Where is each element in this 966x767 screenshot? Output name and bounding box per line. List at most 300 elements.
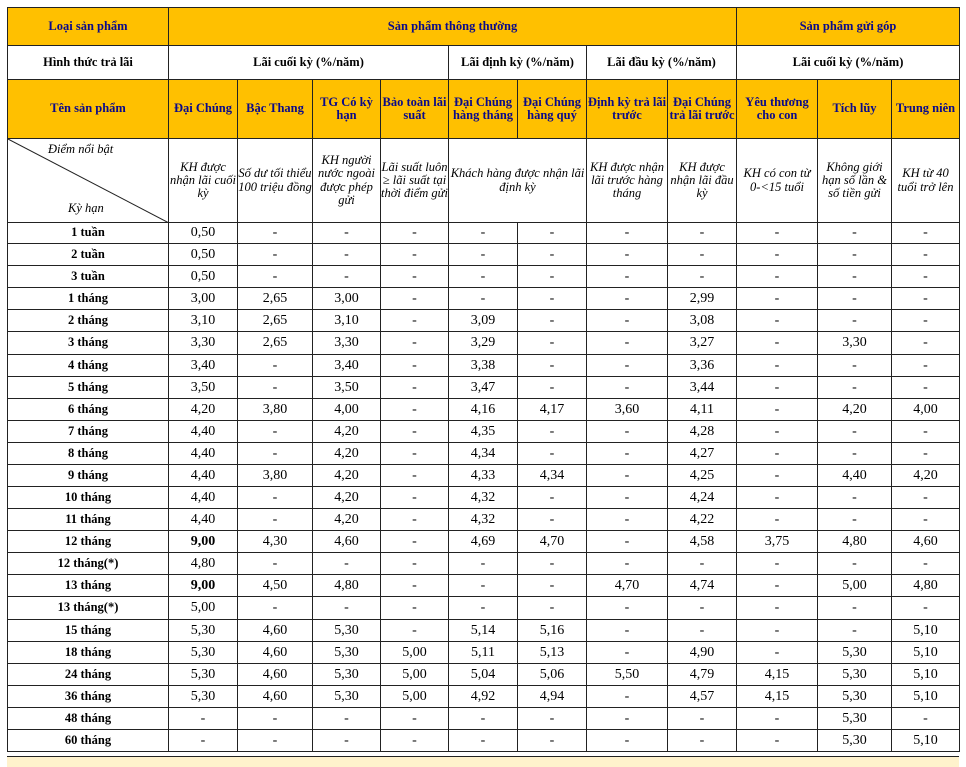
highlight-term-corner xyxy=(8,139,169,223)
rate-cell: - xyxy=(737,708,818,730)
rate-cell: 5,30 xyxy=(818,708,892,730)
rate-cell: - xyxy=(518,223,587,244)
rate-cell: - xyxy=(587,708,668,730)
rate-cell: 4,74 xyxy=(668,575,737,597)
rate-cell: - xyxy=(737,332,818,355)
rate-cell: - xyxy=(449,288,518,310)
product-note: KH người nước ngoài được phép gửi xyxy=(313,139,381,223)
rate-cell: - xyxy=(449,730,518,752)
term-cell: 13 tháng xyxy=(8,575,169,597)
rate-cell: 5,30 xyxy=(169,664,238,686)
rate-cell: - xyxy=(818,355,892,377)
rate-cell: - xyxy=(587,553,668,575)
rate-cell: - xyxy=(518,421,587,443)
rate-cell: 3,00 xyxy=(313,288,381,310)
rate-cell: 3,80 xyxy=(238,465,313,487)
table-row xyxy=(8,575,960,597)
table-row xyxy=(8,465,960,487)
rate-cell: - xyxy=(313,553,381,575)
rate-cell: 3,80 xyxy=(238,399,313,421)
rate-cell: 4,32 xyxy=(449,487,518,509)
rate-cell: - xyxy=(587,332,668,355)
term-cell: 10 tháng xyxy=(8,487,169,509)
table-row xyxy=(8,223,960,244)
rate-cell: 5,10 xyxy=(892,686,960,708)
rate-cell: 4,00 xyxy=(313,399,381,421)
rate-cell: - xyxy=(381,421,449,443)
rate-cell: - xyxy=(381,332,449,355)
rate-cell: - xyxy=(449,553,518,575)
rate-cell: 5,30 xyxy=(818,664,892,686)
rate-cell: - xyxy=(518,266,587,288)
rate-cell: 5,10 xyxy=(892,642,960,664)
rate-cell: - xyxy=(892,443,960,465)
rate-cell: 4,50 xyxy=(238,575,313,597)
rate-cell: - xyxy=(313,730,381,752)
rate-cell: 4,60 xyxy=(313,531,381,553)
product-name: Bậc Thang xyxy=(238,80,313,139)
rate-cell: - xyxy=(518,487,587,509)
rate-cell: - xyxy=(892,244,960,266)
rate-cell: 3,08 xyxy=(668,310,737,332)
rate-cell: - xyxy=(737,487,818,509)
rate-cell: - xyxy=(587,686,668,708)
rate-cell: - xyxy=(313,708,381,730)
rate-cell: 0,50 xyxy=(169,223,238,244)
rate-cell: 3,60 xyxy=(587,399,668,421)
rate-cell: 5,30 xyxy=(313,642,381,664)
rate-cell: 5,00 xyxy=(381,686,449,708)
rate-cell: - xyxy=(449,244,518,266)
rate-cell: - xyxy=(668,597,737,620)
rate-cell: - xyxy=(238,223,313,244)
term-cell: 13 tháng(*) xyxy=(8,597,169,620)
rate-cell: - xyxy=(381,355,449,377)
term-cell: 1 tháng xyxy=(8,288,169,310)
rate-cell: - xyxy=(818,244,892,266)
rate-cell: - xyxy=(892,310,960,332)
rate-cell: - xyxy=(587,465,668,487)
product-name: Tích lũy xyxy=(818,80,892,139)
rate-cell: - xyxy=(238,509,313,531)
rate-cell: 9,00 xyxy=(169,531,238,553)
rate-cell: 4,60 xyxy=(892,531,960,553)
rate-cell: 4,57 xyxy=(668,686,737,708)
product-name: Đại Chúng hàng quý xyxy=(518,80,587,139)
product-note: KH được nhận lãi trước hàng tháng xyxy=(587,139,668,223)
rate-cell: 4,80 xyxy=(313,575,381,597)
rate-cell: 4,70 xyxy=(518,531,587,553)
rate-cell: 4,17 xyxy=(518,399,587,421)
rate-cell: 4,40 xyxy=(169,487,238,509)
rate-cell: - xyxy=(737,399,818,421)
rate-cell: - xyxy=(737,421,818,443)
rate-cell: - xyxy=(737,244,818,266)
term-cell: 6 tháng xyxy=(8,399,169,421)
rate-cell: 4,58 xyxy=(668,531,737,553)
rate-cell: 9,00 xyxy=(169,575,238,597)
rate-cell: - xyxy=(737,597,818,620)
product-name: Đại Chúng xyxy=(169,80,238,139)
product-note: Số dư tối thiểu 100 triệu đồng xyxy=(238,139,313,223)
product-note: Lãi suất luôn ≥ lãi suất tại thời điểm gửi xyxy=(381,139,449,223)
rate-cell: - xyxy=(313,266,381,288)
product-note: KH được nhận lãi cuối kỳ xyxy=(169,139,238,223)
rate-cell: 4,92 xyxy=(449,686,518,708)
rate-cell: - xyxy=(892,708,960,730)
table-row xyxy=(8,266,960,288)
term-cell: 3 tuần xyxy=(8,266,169,288)
rate-cell: 4,20 xyxy=(313,465,381,487)
rate-cell: - xyxy=(737,642,818,664)
rate-cell: 3,50 xyxy=(169,377,238,399)
rate-cell: - xyxy=(381,288,449,310)
periodic-note: Khách hàng được nhận lãi định kỳ xyxy=(449,139,587,223)
product-name: Bảo toàn lãi suất xyxy=(381,80,449,139)
rate-cell: - xyxy=(818,597,892,620)
table-row xyxy=(8,244,960,266)
rate-cell: 5,30 xyxy=(313,686,381,708)
rate-cell: - xyxy=(518,310,587,332)
rate-cell: 5,11 xyxy=(449,642,518,664)
rate-cell: 4,80 xyxy=(169,553,238,575)
rate-cell: - xyxy=(518,332,587,355)
rate-cell: - xyxy=(587,487,668,509)
rate-cell: - xyxy=(381,244,449,266)
rate-cell: - xyxy=(449,575,518,597)
rate-cell: 4,34 xyxy=(518,465,587,487)
rate-cell: - xyxy=(587,377,668,399)
rate-cell: 5,06 xyxy=(518,664,587,686)
rate-cell: 4,60 xyxy=(238,620,313,642)
term-cell: 18 tháng xyxy=(8,642,169,664)
rate-cell: - xyxy=(668,620,737,642)
rate-cell: - xyxy=(892,332,960,355)
rate-cell: - xyxy=(737,223,818,244)
rate-cell: - xyxy=(381,487,449,509)
rate-cell: - xyxy=(587,531,668,553)
term-cell: 60 tháng xyxy=(8,730,169,752)
rate-cell: - xyxy=(668,553,737,575)
pay-method-header: Hình thức trả lãi xyxy=(8,46,169,80)
rate-cell: - xyxy=(737,355,818,377)
product-name: Trung niên xyxy=(892,80,960,139)
rate-cell: 5,30 xyxy=(818,642,892,664)
rate-cell: 4,33 xyxy=(449,465,518,487)
term-cell: 24 tháng xyxy=(8,664,169,686)
rate-cell: - xyxy=(737,730,818,752)
rate-cell: - xyxy=(587,443,668,465)
rate-cell: - xyxy=(892,421,960,443)
table-row xyxy=(8,399,960,421)
term-cell: 1 tuần xyxy=(8,223,169,244)
rate-cell: 4,79 xyxy=(668,664,737,686)
rate-cell: - xyxy=(818,266,892,288)
table-row xyxy=(8,509,960,531)
term-cell: 2 tháng xyxy=(8,310,169,332)
table-row xyxy=(8,664,960,686)
rate-cell: 4,70 xyxy=(587,575,668,597)
rate-cell: - xyxy=(587,421,668,443)
rate-cell: 2,65 xyxy=(238,310,313,332)
rate-cell: 4,27 xyxy=(668,443,737,465)
rate-cell: - xyxy=(818,509,892,531)
rate-cell: - xyxy=(381,266,449,288)
rate-cell: 3,38 xyxy=(449,355,518,377)
product-name: Đại Chúng trả lãi trước xyxy=(668,80,737,139)
rate-cell: 3,27 xyxy=(668,332,737,355)
rate-cell: 5,30 xyxy=(169,620,238,642)
rate-cell: 4,40 xyxy=(169,443,238,465)
rate-cell: - xyxy=(518,443,587,465)
product-name: Định kỳ trả lãi trước xyxy=(587,80,668,139)
rate-cell: - xyxy=(381,465,449,487)
table-row xyxy=(8,730,960,752)
rate-cell: 4,24 xyxy=(668,487,737,509)
rate-cell: 4,20 xyxy=(313,509,381,531)
rate-cell: - xyxy=(238,553,313,575)
rate-cell: - xyxy=(818,421,892,443)
rate-cell: 4,60 xyxy=(238,664,313,686)
rate-cell: - xyxy=(818,223,892,244)
rate-cell: 4,22 xyxy=(668,509,737,531)
rate-cell: - xyxy=(518,244,587,266)
rate-cell: - xyxy=(238,487,313,509)
term-cell: 3 tháng xyxy=(8,332,169,355)
rate-cell: - xyxy=(313,244,381,266)
rate-cell: - xyxy=(737,310,818,332)
term-cell: 7 tháng xyxy=(8,421,169,443)
rate-cell: 4,80 xyxy=(892,575,960,597)
rate-cell: - xyxy=(449,266,518,288)
rate-cell: - xyxy=(238,377,313,399)
rate-cell: - xyxy=(737,620,818,642)
rate-cell: - xyxy=(668,708,737,730)
rate-cell: - xyxy=(381,553,449,575)
rate-cell: 5,30 xyxy=(313,620,381,642)
rate-cell: - xyxy=(668,730,737,752)
pay-end-header: Lãi cuối kỳ (%/năm) xyxy=(169,46,449,80)
rate-cell: 4,11 xyxy=(668,399,737,421)
rate-cell: - xyxy=(737,443,818,465)
term-cell: 5 tháng xyxy=(8,377,169,399)
rate-cell: - xyxy=(381,597,449,620)
product-note: KH từ 40 tuổi trở lên xyxy=(892,139,960,223)
rate-cell: - xyxy=(892,553,960,575)
rate-cell: - xyxy=(818,553,892,575)
term-cell: 11 tháng xyxy=(8,509,169,531)
table-row xyxy=(8,421,960,443)
rate-cell: - xyxy=(737,288,818,310)
rate-cell: - xyxy=(737,553,818,575)
rate-cell: - xyxy=(587,266,668,288)
rate-cell: 4,20 xyxy=(313,443,381,465)
rate-cell: - xyxy=(238,244,313,266)
rate-cell: 4,94 xyxy=(518,686,587,708)
table-row xyxy=(8,620,960,642)
rate-cell: 2,65 xyxy=(238,332,313,355)
rate-cell: - xyxy=(818,288,892,310)
rate-cell: - xyxy=(737,575,818,597)
rate-cell: - xyxy=(238,355,313,377)
rate-cell: 4,60 xyxy=(238,686,313,708)
rate-cell: - xyxy=(381,443,449,465)
rate-cell: 3,30 xyxy=(169,332,238,355)
term-cell: 8 tháng xyxy=(8,443,169,465)
rate-cell: 4,28 xyxy=(668,421,737,443)
term-cell: 48 tháng xyxy=(8,708,169,730)
rate-cell: - xyxy=(892,288,960,310)
rate-cell: 5,10 xyxy=(892,664,960,686)
regular-products-header: Sản phẩm thông thường xyxy=(169,8,737,46)
rate-cell: 4,20 xyxy=(313,421,381,443)
product-note: KH được nhận lãi đầu kỳ xyxy=(668,139,737,223)
pay-start-header: Lãi đầu kỳ (%/năm) xyxy=(587,46,737,80)
rate-cell: - xyxy=(587,509,668,531)
product-name: TG Có kỳ hạn xyxy=(313,80,381,139)
table-row xyxy=(8,487,960,509)
rate-cell: 5,30 xyxy=(818,730,892,752)
product-type-header: Loại sản phẩm xyxy=(8,8,169,46)
rate-cell: - xyxy=(238,597,313,620)
rate-cell: 4,20 xyxy=(313,487,381,509)
rate-cell: 4,20 xyxy=(818,399,892,421)
rate-cell: 5,04 xyxy=(449,664,518,686)
rate-cell: - xyxy=(892,223,960,244)
rate-cell: 5,00 xyxy=(381,642,449,664)
rate-cell: - xyxy=(518,597,587,620)
rate-cell: 4,00 xyxy=(892,399,960,421)
rate-cell: 4,80 xyxy=(818,531,892,553)
rate-cell: 3,36 xyxy=(668,355,737,377)
rate-cell: 3,30 xyxy=(818,332,892,355)
rate-cell: - xyxy=(381,575,449,597)
rate-cell: 5,16 xyxy=(518,620,587,642)
rate-cell: 4,40 xyxy=(169,509,238,531)
rate-cell: - xyxy=(587,244,668,266)
rate-cell: 4,15 xyxy=(737,686,818,708)
rate-cell: 2,99 xyxy=(668,288,737,310)
rate-cell: 5,10 xyxy=(892,620,960,642)
table-row xyxy=(8,355,960,377)
rate-cell: 4,20 xyxy=(169,399,238,421)
term-cell: 36 tháng xyxy=(8,686,169,708)
pay-end-savings-header: Lãi cuối kỳ (%/năm) xyxy=(737,46,960,80)
rate-cell: - xyxy=(892,597,960,620)
rate-cell: - xyxy=(518,377,587,399)
rate-cell: 4,60 xyxy=(238,642,313,664)
rate-cell: 5,13 xyxy=(518,642,587,664)
rate-cell: 4,15 xyxy=(737,664,818,686)
term-cell: 12 tháng(*) xyxy=(8,553,169,575)
table-row xyxy=(8,310,960,332)
pay-periodic-header: Lãi định kỳ (%/năm) xyxy=(449,46,587,80)
rate-cell: 3,29 xyxy=(449,332,518,355)
rate-cell: 0,50 xyxy=(169,266,238,288)
rate-cell: - xyxy=(381,223,449,244)
rate-cell: - xyxy=(381,531,449,553)
rate-cell: - xyxy=(587,730,668,752)
savings-products-header: Sản phẩm gửi góp xyxy=(737,8,960,46)
rate-cell: 4,90 xyxy=(668,642,737,664)
rate-cell: - xyxy=(449,223,518,244)
rate-cell: 5,00 xyxy=(818,575,892,597)
rate-cell: 4,69 xyxy=(449,531,518,553)
rate-cell: - xyxy=(381,620,449,642)
rate-cell: - xyxy=(313,223,381,244)
rate-cell: - xyxy=(518,553,587,575)
product-note: Không giới hạn số lần & số tiền gửi xyxy=(818,139,892,223)
rate-cell: - xyxy=(892,487,960,509)
product-note: KH có con từ 0-<15 tuổi xyxy=(737,139,818,223)
rate-cell: 3,40 xyxy=(313,355,381,377)
table-row xyxy=(8,686,960,708)
product-name-header: Tên sản phẩm xyxy=(8,80,169,139)
table-row xyxy=(8,642,960,664)
rate-cell: 5,00 xyxy=(169,597,238,620)
rate-cell: - xyxy=(587,288,668,310)
rate-cell: - xyxy=(381,730,449,752)
rate-cell: - xyxy=(818,443,892,465)
rate-cell: 4,35 xyxy=(449,421,518,443)
rate-cell: - xyxy=(518,730,587,752)
rate-cell: - xyxy=(381,399,449,421)
rate-cell: 5,30 xyxy=(818,686,892,708)
rate-cell: - xyxy=(587,310,668,332)
rate-cell: 3,47 xyxy=(449,377,518,399)
rate-cell: 3,44 xyxy=(668,377,737,399)
rate-cell: 5,30 xyxy=(169,686,238,708)
rate-cell: - xyxy=(518,575,587,597)
rate-cell: 5,30 xyxy=(313,664,381,686)
rate-cell: - xyxy=(587,597,668,620)
rate-cell: - xyxy=(169,730,238,752)
rate-cell: - xyxy=(818,310,892,332)
rate-cell: 4,30 xyxy=(238,531,313,553)
rate-cell: - xyxy=(169,708,238,730)
table-row xyxy=(8,708,960,730)
highlight-label: Điểm nổi bật xyxy=(48,142,114,156)
rate-cell: - xyxy=(238,708,313,730)
table-footer-strip xyxy=(7,756,959,767)
term-cell: 9 tháng xyxy=(8,465,169,487)
rate-cell: - xyxy=(313,597,381,620)
rate-cell: - xyxy=(668,266,737,288)
rate-cell: - xyxy=(737,266,818,288)
table-row xyxy=(8,377,960,399)
rate-cell: - xyxy=(818,377,892,399)
rate-cell: 4,34 xyxy=(449,443,518,465)
rate-cell: - xyxy=(381,708,449,730)
rate-cell: - xyxy=(737,509,818,531)
product-name: Yêu thương cho con xyxy=(737,80,818,139)
interest-rate-table xyxy=(7,7,960,752)
rate-cell: - xyxy=(818,620,892,642)
rate-cell: - xyxy=(587,223,668,244)
rate-cell: - xyxy=(587,620,668,642)
rate-cell: - xyxy=(892,377,960,399)
table-row xyxy=(8,288,960,310)
rate-cell: - xyxy=(737,377,818,399)
rate-cell: 3,75 xyxy=(737,531,818,553)
rate-cell: 5,14 xyxy=(449,620,518,642)
rate-cell: 4,16 xyxy=(449,399,518,421)
term-cell: 4 tháng xyxy=(8,355,169,377)
table-row xyxy=(8,553,960,575)
rate-cell: 0,50 xyxy=(169,244,238,266)
rate-cell: 5,30 xyxy=(169,642,238,664)
rate-cell: 4,20 xyxy=(892,465,960,487)
